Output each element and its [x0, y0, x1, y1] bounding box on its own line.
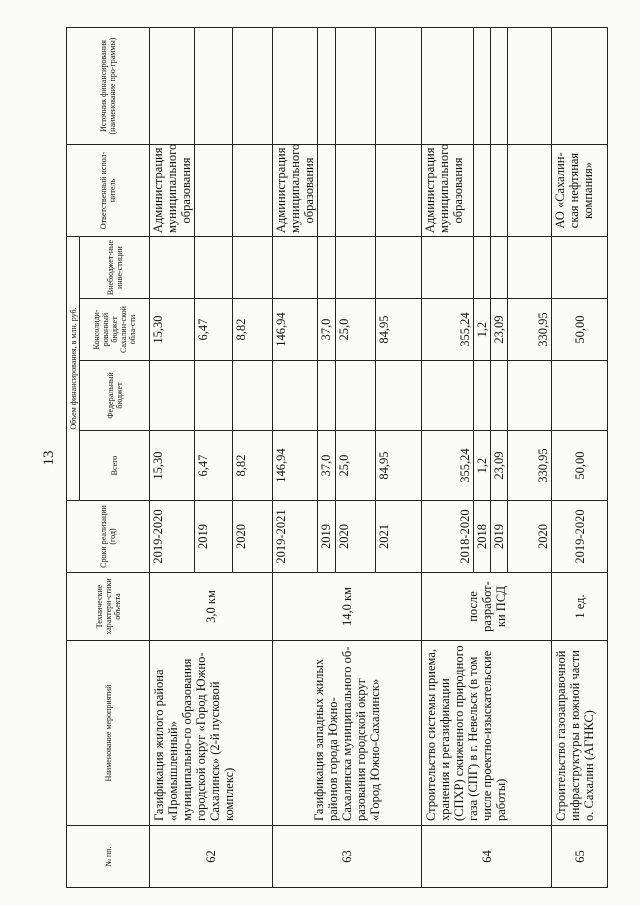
row-period: 2019 [318, 501, 336, 573]
row-number: 64 [422, 826, 552, 888]
row-period: 2019 [195, 501, 233, 573]
row-consolidated: 50,00 [552, 299, 608, 361]
row-consolidated: 25,0 [336, 299, 376, 361]
row-source [376, 28, 422, 145]
table-body [150, 28, 608, 888]
row-period: 2020 [508, 501, 552, 573]
row-executor [336, 145, 376, 237]
row-total: 50,00 [552, 431, 608, 501]
row-total: 6,47 [195, 431, 233, 501]
row-period: 2019-2020 [552, 501, 608, 573]
table-row [422, 28, 474, 888]
row-extra [474, 237, 491, 299]
row-total: 25,0 [336, 431, 376, 501]
row-tech: 1 ед. [552, 573, 608, 641]
header-no: № пп. [67, 826, 150, 888]
row-extra [273, 237, 318, 299]
row-consolidated: 15,30 [150, 299, 195, 361]
row-consolidated: 1,2 [474, 299, 491, 361]
header-source: Источник финансирования (наименование про-граммы) [67, 28, 150, 145]
row-tech: 3,0 км [150, 573, 273, 641]
header-volume: Объем финансирования, в млн. руб. [67, 237, 80, 501]
row-federal [273, 361, 318, 431]
row-consolidated: 330,95 [508, 299, 552, 361]
header-name: Наименование мероприятий [67, 641, 150, 826]
header-total: Всего [80, 431, 150, 501]
row-extra [376, 237, 422, 299]
row-source [491, 28, 508, 145]
row-period: 2018-2020 [422, 501, 474, 573]
row-name: Строительство системы приема, хранения и регазификации (СПХР) сжиженного природного газа (СПГ) в г. Невельск (в том числе проектно-изыскательские работы) [422, 641, 552, 826]
row-name: Строительство газозаправочной инфраструктуры в южной части о. Сахалин (АГНКС) [552, 641, 608, 826]
row-extra [195, 237, 233, 299]
table-row [150, 28, 195, 888]
row-name: Газификация жилого района «Промышленный» муниципально-го образования городской округ «Город Южно-Сахалинск» (2-й пусковой комплекс) [150, 641, 273, 826]
row-federal [491, 361, 508, 431]
row-source [552, 28, 608, 145]
row-source [318, 28, 336, 145]
row-federal [233, 361, 273, 431]
row-period: 2019-2021 [273, 501, 318, 573]
row-executor: Администрация муниципального образования [150, 145, 195, 237]
row-period: 2018 [474, 501, 491, 573]
row-extra [233, 237, 273, 299]
row-executor [233, 145, 273, 237]
row-executor [195, 145, 233, 237]
row-source [336, 28, 376, 145]
row-total: 37,0 [318, 431, 336, 501]
row-extra [552, 237, 608, 299]
row-extra [508, 237, 552, 299]
row-consolidated: 37,0 [318, 299, 336, 361]
row-federal [508, 361, 552, 431]
row-federal [552, 361, 608, 431]
row-source [474, 28, 491, 145]
row-name: Газификация западных жилых районов города Южно-Сахалинска муниципального об-разования городской округ «Город Южно-Сахалинск» [273, 641, 422, 826]
row-consolidated: 23,09 [491, 299, 508, 361]
row-federal [318, 361, 336, 431]
row-consolidated: 355,24 [422, 299, 474, 361]
row-source [273, 28, 318, 145]
header-executor: Ответственный испол-нитель [67, 145, 150, 237]
row-executor [474, 145, 491, 237]
row-period: 2020 [336, 501, 376, 573]
header-tech: Технические характери-стики объекта [67, 573, 150, 641]
row-source [508, 28, 552, 145]
row-total: 330,95 [508, 431, 552, 501]
row-extra [336, 237, 376, 299]
row-total: 15,30 [150, 431, 195, 501]
row-consolidated: 146,94 [273, 299, 318, 361]
row-executor [318, 145, 336, 237]
header-extra: Внебюджет-ные инве-стиции [80, 237, 150, 299]
row-extra [491, 237, 508, 299]
financing-table [66, 27, 608, 888]
row-federal [422, 361, 474, 431]
row-total: 146,94 [273, 431, 318, 501]
row-number: 63 [273, 826, 422, 888]
row-total: 8,82 [233, 431, 273, 501]
table-row [552, 28, 608, 888]
header-federal: Федеральный бюджет [80, 361, 150, 431]
row-source [195, 28, 233, 145]
table-header [67, 28, 150, 888]
row-total: 84,95 [376, 431, 422, 501]
row-period: 2019 [491, 501, 508, 573]
row-consolidated: 6,47 [195, 299, 233, 361]
row-consolidated: 8,82 [233, 299, 273, 361]
row-federal [150, 361, 195, 431]
row-tech: после разработ-ки ПСД [422, 573, 552, 641]
row-number: 62 [150, 826, 273, 888]
header-consolidated: Консолиди-рованный бюджет Сахалин-ской обла-сти [80, 299, 150, 361]
row-federal [195, 361, 233, 431]
row-executor: Администрация муниципального образования [273, 145, 318, 237]
row-executor [508, 145, 552, 237]
table-row [273, 28, 318, 888]
row-period: 2021 [376, 501, 422, 573]
row-number: 65 [552, 826, 608, 888]
row-total: 355,24 [422, 431, 474, 501]
row-source [233, 28, 273, 145]
row-tech: 14,0 км [273, 573, 422, 641]
row-extra [150, 237, 195, 299]
row-extra [422, 237, 474, 299]
header-period: Сроки реализации (год) [67, 501, 150, 573]
row-federal [336, 361, 376, 431]
row-source [422, 28, 474, 145]
row-total: 1,2 [474, 431, 491, 501]
row-extra [318, 237, 336, 299]
page-number: 13 [41, 450, 57, 466]
rotated-content [40, 28, 608, 888]
row-federal [376, 361, 422, 431]
row-period: 2019-2020 [150, 501, 195, 573]
row-federal [474, 361, 491, 431]
row-period: 2020 [233, 501, 273, 573]
row-total: 23,09 [491, 431, 508, 501]
row-executor [491, 145, 508, 237]
row-executor [376, 145, 422, 237]
row-source [150, 28, 195, 145]
row-executor: Администрация муниципального образования [422, 145, 474, 237]
row-executor: АО «Сахалин-ская нефтяная компания» [552, 145, 608, 237]
row-consolidated: 84,95 [376, 299, 422, 361]
